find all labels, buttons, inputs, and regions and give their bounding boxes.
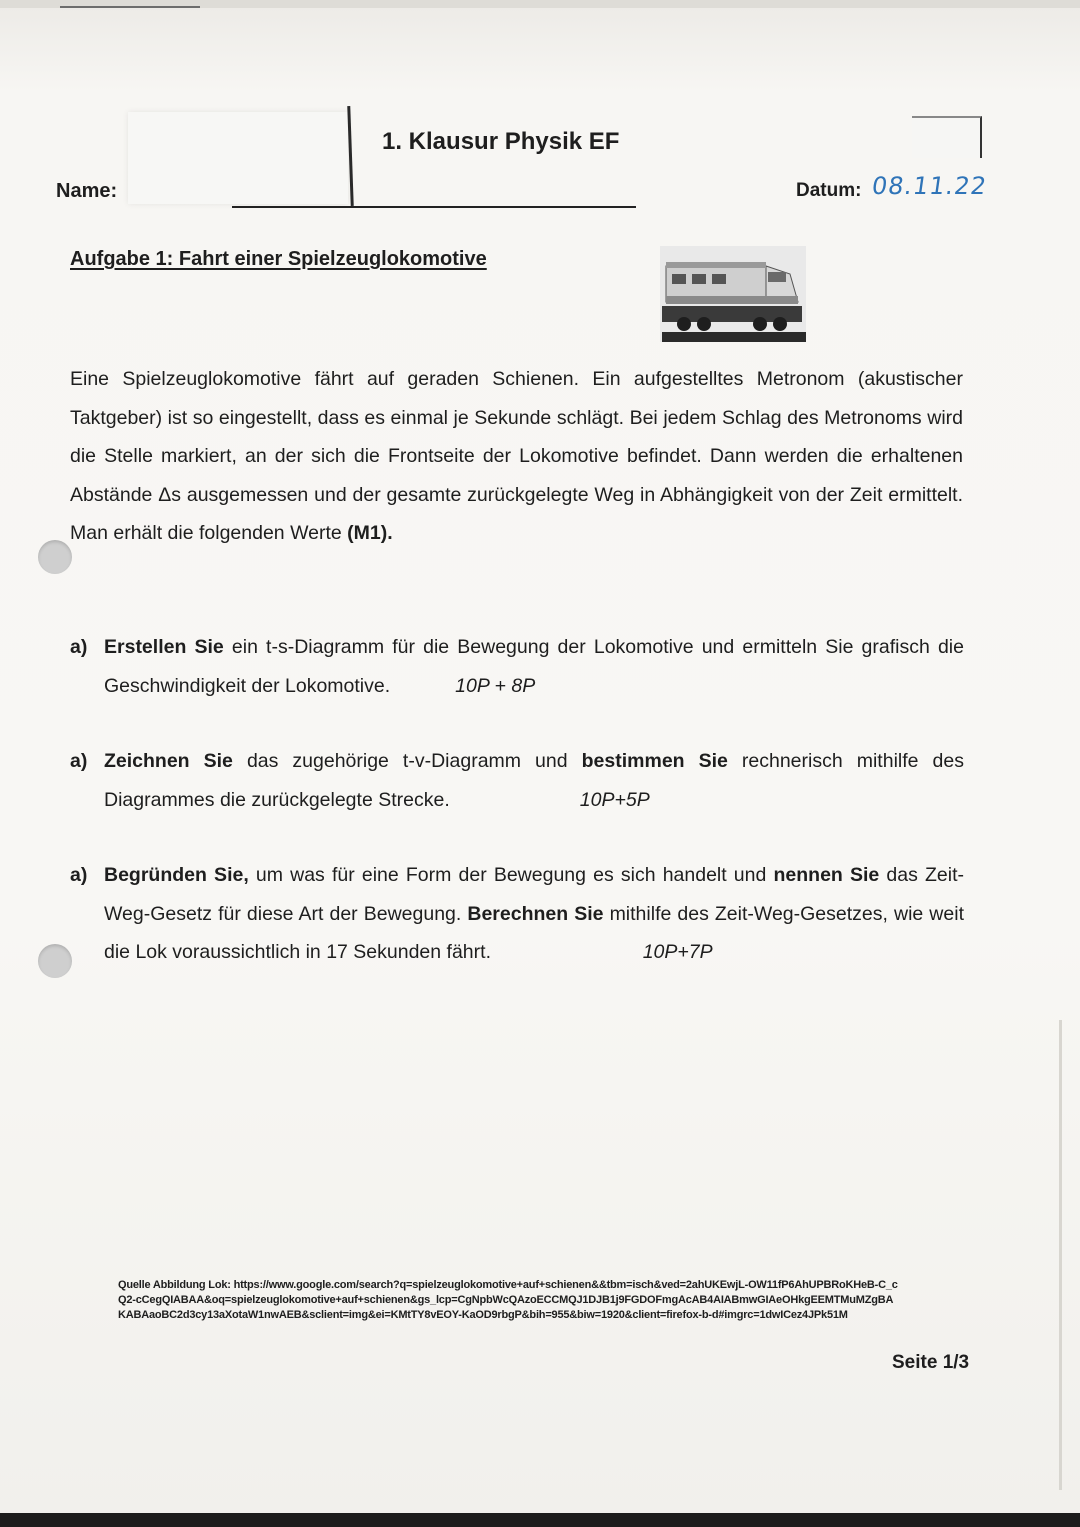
date-label: Datum: (796, 180, 862, 201)
subtask-points: 10P+7P (642, 941, 713, 963)
task-intro-paragraph (70, 360, 963, 553)
subtask-letter: a) (70, 636, 88, 658)
subtask-body: das zugehörige t-v-Diagramm und (232, 750, 582, 772)
subtask-operator: bestimmen Sie (581, 750, 728, 772)
image-source-citation: Quelle Abbildung Lok: https://www.google.com/search?q=spielzeuglokomotive+auf+schienen&&tbm=isch&ved=2ahUKEwjL-OW11fP6AhUPBRoKHeB-C_cQ2-cCegQIABAA&oq=spielzeuglokomotive+auf+schienen&gs_lcp=CgNpbWcQAzoECCMQJ1DJB1j9FGDOFmgAcAB4AIABmwGIAeOHkgEEMTMuMZgBAKABAaoBC2d3cy13aXotaW1nwAEB&sclient=img&ei=KMtTY8vEOY-KaOD9rbgP&bih=955&biw=1920&client=firefox-b-d#imgrc=1dwICez4JPk51M (118, 1279, 898, 1321)
task-heading: Aufgabe 1: Fahrt einer Spielzeuglokomotive (70, 248, 487, 270)
subtask-letter: a) (70, 864, 88, 886)
subtask-text (104, 742, 964, 819)
intro-material-ref: (M1). (347, 522, 393, 545)
punch-hole-1 (38, 540, 72, 574)
subtask-text (104, 856, 964, 972)
name-field-line[interactable] (232, 206, 636, 208)
scan-bottom-edge (0, 1513, 1080, 1527)
intro-text: Eine Spielzeuglokomotive fährt auf geraden Schienen. Ein aufgestelltes Metronom (akustischer Taktgeber) ist so eingestellt, dass es einmal je Sekunde schlägt. Bei jedem Schlag des Metronoms wird die Stelle markiert, an der sich die Frontseite der Lokomotive befindet. Dann werden die erhaltenen Abstände Δs ausgemessen und der gesamte zurückgelegte Weg in Abhängigkeit von der Zeit ermittelt. Man erhält die folgenden Werte (70, 368, 963, 545)
exam-title: 1. Klausur Physik EF (382, 128, 620, 155)
subtask-points: 10P + 8P (455, 674, 536, 697)
subtask-body: ein t-s-Diagramm für die Bewegung der Lokomotive und ermitteln Sie grafisch die Geschwindigkeit der Lokomotive. (104, 636, 964, 697)
subtask-operator: Erstellen Sie (104, 636, 224, 658)
subtask-body: das Zeit-Weg-Gesetz für diese Art der Bewegung. (104, 864, 964, 925)
redacted-area-corner (912, 116, 982, 158)
subtask-operator: Begründen Sie, (104, 864, 249, 886)
subtask-points: 10P+5P (579, 788, 650, 811)
redacted-area-name (128, 112, 348, 204)
subtask-body: mithilfe des Zeit-Weg-Gesetzes, wie weit die Lok voraussichtlich in 17 Sekunden fährt. (104, 902, 964, 963)
name-label: Name: (56, 180, 118, 202)
subtask-body: rechnerisch mithilfe des Diagrammes die zurückgelegte Strecke. (104, 750, 964, 811)
subtask-operator: Berechnen Sie (467, 902, 604, 925)
subtask-operator: nennen Sie (773, 864, 880, 886)
subtask-body: um was für eine Form der Bewegung es sich handelt und (248, 864, 774, 886)
subtask-letter: a) (70, 750, 88, 772)
locomotive-photo-icon (660, 246, 806, 342)
punch-hole-2 (38, 944, 72, 978)
scan-right-edge (1059, 1020, 1062, 1490)
page-number: Seite 1/3 (892, 1352, 970, 1373)
subtask-operator: Zeichnen Sie (104, 750, 233, 772)
subtask-text (104, 628, 964, 705)
scan-edge-mark (60, 6, 200, 8)
date-handwritten-value: 08.11.22 (870, 172, 989, 200)
